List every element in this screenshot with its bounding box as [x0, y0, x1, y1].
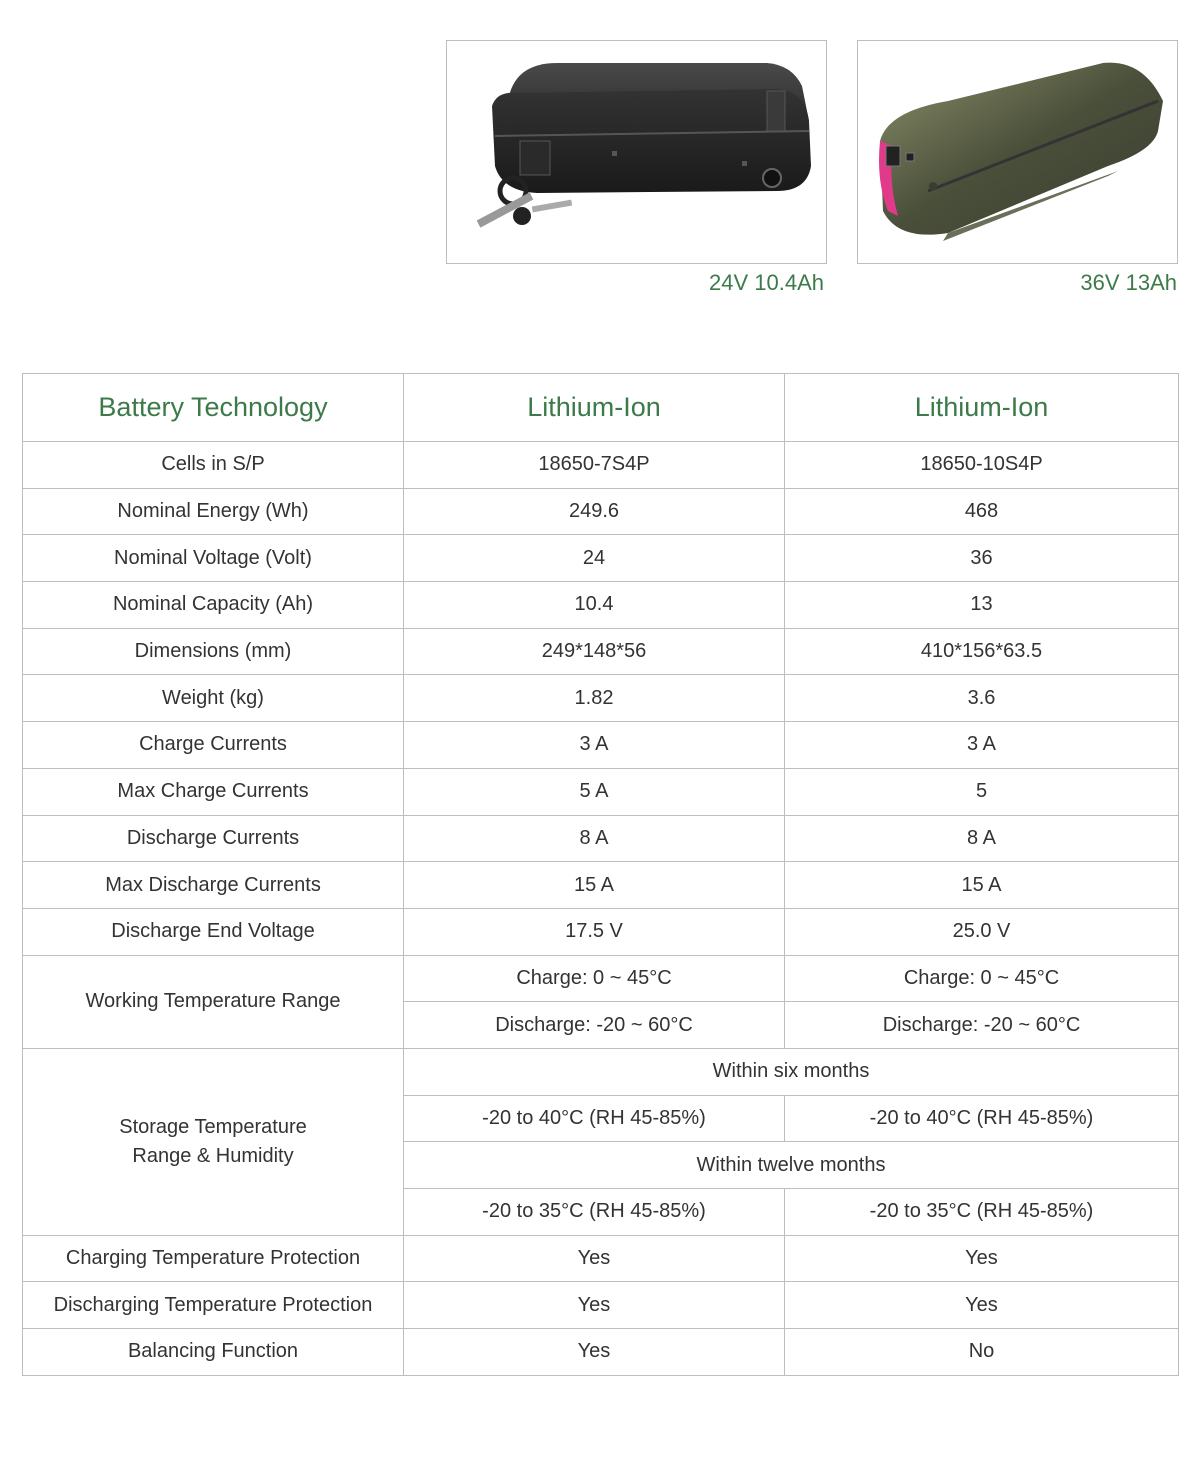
row-label: Nominal Capacity (Ah) [23, 582, 404, 629]
row-value-2: Yes [785, 1282, 1179, 1329]
row-value-2: 18650-10S4P [785, 442, 1179, 489]
row-value-2: 468 [785, 488, 1179, 535]
storage-row [23, 1048, 1179, 1095]
header-col1: Lithium-Ion [404, 374, 785, 442]
storage-twelve-2: -20 to 35°C (RH 45-85%) [785, 1189, 1179, 1236]
working-temp-discharge-1: Discharge: -20 ~ 60°C [404, 1002, 785, 1049]
storage-six-1: -20 to 40°C (RH 45-85%) [404, 1095, 785, 1142]
table-row [23, 722, 1179, 769]
table-row [23, 628, 1179, 675]
row-value-2: Yes [785, 1235, 1179, 1282]
table-row [23, 815, 1179, 862]
row-value-2: 5 [785, 768, 1179, 815]
working-temp-label: Working Temperature Range [23, 955, 404, 1048]
row-label: Max Charge Currents [23, 768, 404, 815]
row-value-1: Yes [404, 1282, 785, 1329]
table-row [23, 1235, 1179, 1282]
row-value-1: 249*148*56 [404, 628, 785, 675]
row-label: Discharge Currents [23, 815, 404, 862]
row-value-2: 13 [785, 582, 1179, 629]
row-value-1: 10.4 [404, 582, 785, 629]
row-label: Max Discharge Currents [23, 862, 404, 909]
row-label: Weight (kg) [23, 675, 404, 722]
table-row [23, 862, 1179, 909]
row-value-2: 36 [785, 535, 1179, 582]
table-row [23, 675, 1179, 722]
row-value-1: 24 [404, 535, 785, 582]
header-col2: Lithium-Ion [785, 374, 1179, 442]
row-value-1: 15 A [404, 862, 785, 909]
battery-36v-image [858, 41, 1178, 264]
product-caption: 36V 13Ah [1080, 270, 1177, 295]
row-value-1: 249.6 [404, 488, 785, 535]
row-label: Charge Currents [23, 722, 404, 769]
table-row [23, 1329, 1179, 1376]
product-caption: 24V 10.4Ah [709, 270, 824, 295]
product-image-frame [446, 40, 827, 264]
working-temp-row [23, 955, 1179, 1002]
row-value-1: 18650-7S4P [404, 442, 785, 489]
battery-24v-image [447, 41, 827, 264]
row-value-1: Yes [404, 1235, 785, 1282]
row-value-2: 410*156*63.5 [785, 628, 1179, 675]
row-label: Charging Temperature Protection [23, 1235, 404, 1282]
working-temp-discharge-2: Discharge: -20 ~ 60°C [785, 1002, 1179, 1049]
row-value-2: 8 A [785, 815, 1179, 862]
row-label: Discharge End Voltage [23, 908, 404, 955]
storage-twelve-months: Within twelve months [404, 1142, 1179, 1189]
storage-six-2: -20 to 40°C (RH 45-85%) [785, 1095, 1179, 1142]
row-value-2: 25.0 V [785, 908, 1179, 955]
spec-table [22, 373, 1179, 1376]
table-row [23, 1282, 1179, 1329]
row-value-1: 8 A [404, 815, 785, 862]
row-label: Nominal Voltage (Volt) [23, 535, 404, 582]
storage-label-line1: Storage Temperature [119, 1115, 307, 1138]
product-image-frame [857, 40, 1178, 264]
table-row [23, 488, 1179, 535]
table-row [23, 908, 1179, 955]
working-temp-charge-1: Charge: 0 ~ 45°C [404, 955, 785, 1002]
row-value-2: 15 A [785, 862, 1179, 909]
storage-six-months: Within six months [404, 1048, 1179, 1095]
table-header-row [23, 374, 1179, 442]
row-label: Nominal Energy (Wh) [23, 488, 404, 535]
table-row [23, 582, 1179, 629]
row-value-1: 17.5 V [404, 908, 785, 955]
row-label: Dimensions (mm) [23, 628, 404, 675]
row-value-2: 3 A [785, 722, 1179, 769]
table-row [23, 535, 1179, 582]
row-label: Balancing Function [23, 1329, 404, 1376]
table-row [23, 442, 1179, 489]
row-value-1: 1.82 [404, 675, 785, 722]
row-value-1: 5 A [404, 768, 785, 815]
working-temp-charge-2: Charge: 0 ~ 45°C [785, 955, 1179, 1002]
row-value-1: 3 A [404, 722, 785, 769]
storage-label-line2: Range & Humidity [132, 1144, 294, 1167]
row-label: Cells in S/P [23, 442, 404, 489]
header-label: Battery Technology [23, 374, 404, 442]
row-value-2: 3.6 [785, 675, 1179, 722]
storage-label [23, 1048, 404, 1235]
row-value-1: Yes [404, 1329, 785, 1376]
row-value-2: No [785, 1329, 1179, 1376]
row-label: Discharging Temperature Protection [23, 1282, 404, 1329]
storage-twelve-1: -20 to 35°C (RH 45-85%) [404, 1189, 785, 1236]
table-row [23, 768, 1179, 815]
